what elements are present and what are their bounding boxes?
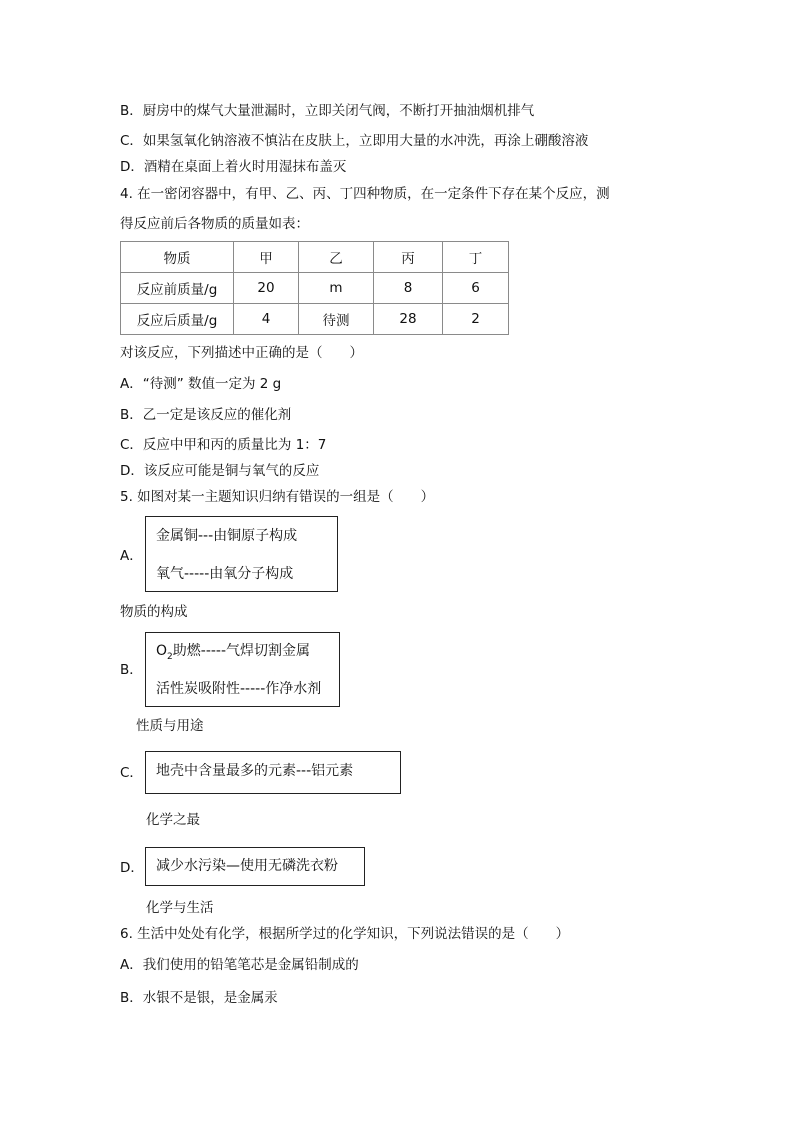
q6-option-a: A．我们使用的铅笔笔芯是金属铅制成的	[120, 957, 359, 973]
table-header-cell: 乙	[299, 242, 374, 273]
table-cell: m	[299, 273, 374, 304]
table-cell: 6	[443, 273, 509, 304]
table-cell: 28	[374, 304, 443, 335]
q6-stem: 6. 生活中处处有化学，根据所学过的化学知识，下列说法错误的是（ ）	[120, 926, 570, 942]
q5-option-b-line1-text: 助燃-----气焊切割金属	[172, 643, 311, 659]
q5-option-d-caption: 化学与生活	[146, 900, 214, 916]
q5-option-b-line1	[156, 641, 310, 667]
q5-option-a-label: A．	[120, 548, 143, 564]
q4-question: 对该反应，下列描述中正确的是（ ）	[120, 345, 363, 361]
table-cell: 2	[443, 304, 509, 335]
mass-table	[120, 241, 509, 335]
q5-option-c-caption: 化学之最	[146, 812, 200, 828]
q5-stem: 5. 如图对某一主题知识归纳有错误的一组是（ ）	[120, 489, 435, 505]
table-row	[121, 273, 509, 304]
table-header-cell: 甲	[234, 242, 299, 273]
q3-option-d: D．酒精在桌面上着火时用湿抹布盖灭	[120, 159, 347, 175]
q5-option-b-line2: 活性炭吸附性-----作净水剂	[156, 681, 322, 697]
q5-option-b-label: B．	[120, 662, 143, 678]
table-cell: 反应后质量/g	[121, 304, 234, 335]
table-cell: 待测	[299, 304, 374, 335]
q5-option-a-caption: 物质的构成	[120, 604, 188, 620]
q4-option-b: B．乙一定是该反应的催化剂	[120, 407, 292, 423]
q6-option-b: B．水银不是银，是金属汞	[120, 990, 278, 1006]
oxygen-subscript: 2	[167, 651, 173, 662]
q5-option-d-box	[145, 847, 365, 886]
table-header-cell: 物质	[121, 242, 234, 273]
q5-option-a-box	[145, 516, 338, 592]
q5-option-a-line2: 氧气-----由氧分子构成	[156, 566, 294, 582]
q3-option-b: B．厨房中的煤气大量泄漏时，立即关闭气阀，不断打开抽油烟机排气	[120, 103, 535, 119]
q5-option-d-line1: 减少水污染—使用无磷洗衣粉	[156, 858, 338, 874]
table-cell: 8	[374, 273, 443, 304]
q5-option-c-line1: 地壳中含量最多的元素---铝元素	[156, 763, 354, 779]
table-cell: 反应前质量/g	[121, 273, 234, 304]
q4-option-d: D．该反应可能是铜与氧气的反应	[120, 463, 320, 479]
table-cell: 20	[234, 273, 299, 304]
q4-option-a: A．“待测” 数值一定为 2 g	[120, 376, 282, 392]
q5-option-b-box	[145, 632, 340, 707]
table-row	[121, 304, 509, 335]
q4-stem-line1: 4. 在一密闭容器中，有甲、乙、丙、丁四种物质，在一定条件下存在某个反应，测	[120, 186, 610, 202]
q4-stem-line2: 得反应前后各物质的质量如表：	[120, 216, 309, 232]
q3-option-c: C．如果氢氧化钠溶液不慎沾在皮肤上，立即用大量的水冲洗，再涂上硼酸溶液	[120, 133, 589, 149]
q5-option-a-line1: 金属铜---由铜原子构成	[156, 528, 298, 544]
q5-option-c-box	[145, 751, 401, 794]
oxygen-formula: O	[156, 643, 168, 659]
table-header-cell: 丁	[443, 242, 509, 273]
q5-option-d-label: D．	[120, 860, 144, 876]
q5-option-c-label: C．	[120, 765, 143, 781]
table-header-cell: 丙	[374, 242, 443, 273]
table-header-row	[121, 242, 509, 273]
q5-option-b-caption: 性质与用途	[136, 718, 204, 734]
q4-option-c: C．反应中甲和丙的质量比为 1：7	[120, 437, 327, 453]
table-cell: 4	[234, 304, 299, 335]
